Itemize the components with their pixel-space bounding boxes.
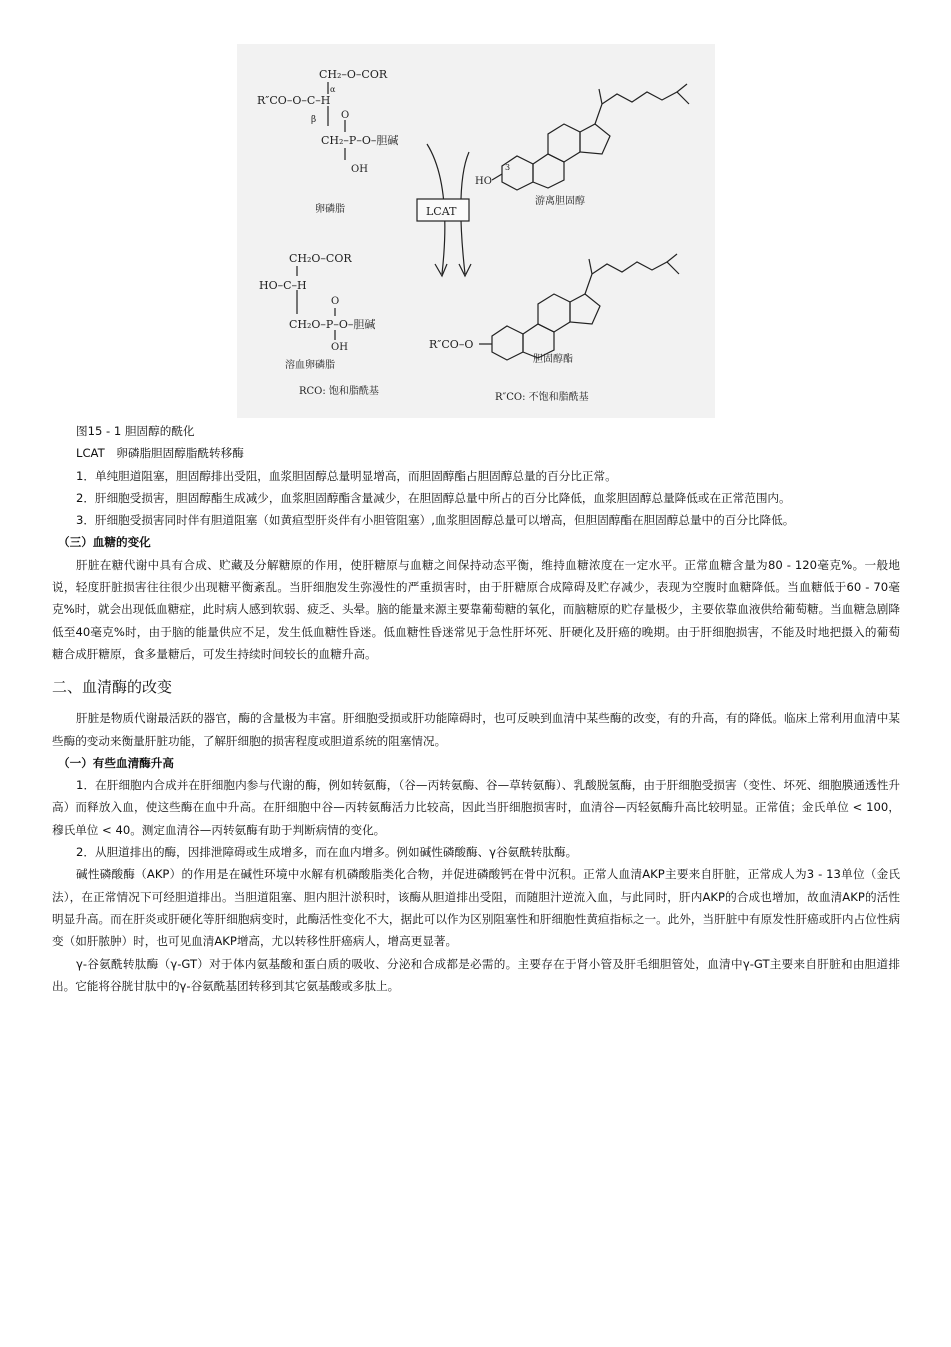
paragraph-2: 2．肝细胞受损害，胆固醇酯生成减少，血浆胆固醇酯含量减少，在胆固醇总量中所占的百分比降低，血浆胆固醇总量降低或在正常范围内。: [76, 490, 791, 505]
label-free-cholesterol: 游离胆固醇: [535, 196, 585, 207]
label-rco: RCO: 饱和脂酰基: [299, 386, 379, 397]
paragraph-enzyme-1: 1．在肝细胞内合成并在肝细胞内参与代谢的酶，例如转氨酶，（谷—丙转氨酶、谷—草转氨酶）、乳酸脱氢酶，由于肝细胞受损害（变性、坏死、细胞膜通透性升高）而释放入血，使这些酶在血中升高。在肝细胞中谷—丙转氨酶活力比较高，因此当肝细胞损害时，血清谷—丙轻氨酶升高比较明显。正常值；金氏单位 < 100，穆氏单位 < 40。测定血清谷—丙转氨酶有助于判断病情的变化。: [52, 778, 900, 837]
label-oh-top: OH: [351, 164, 368, 175]
label-beta: β: [311, 115, 317, 125]
label-o-top: O: [341, 110, 350, 121]
label-lcat: LCAT: [426, 205, 457, 218]
paragraph-blood-sugar: 肝脏在糖代谢中具有合成、贮藏及分解糖原的作用，使肝糖原与血糖之间保持动态平衡，维持血糖浓度在一定水平。正常血糖含量为80 - 120毫克%。一般地说，轻度肝脏损害往往很少出现糖平衡紊乱。当肝细胞发生弥漫性的严重损害时，由于肝糖原合成障碍及贮存减少，表现为空腹时血糖降低。当血糖低于60 - 70毫克%时，就会出现低血糖症，此时病人感到软弱、疲乏、头晕。脑的能量来源主要靠葡萄糖的氧化，而脑糖原的贮存量极少，主要依靠血液供给葡萄糖。当血糖急剧降低至40毫克%时，由于脑的能量供应不足，发生低血糖性昏迷。低血糖性昏迷常见于急性肝坏死、肝硬化及肝癌的晚期。由于肝细胞损害，不能及时地把摄入的葡萄糖合成肝糖原，食多量糖后，可发生持续时间较长的血糖升高。: [52, 557, 900, 661]
heading-blood-sugar: （三）血糖的变化: [58, 535, 151, 550]
figure-caption: 图15 - 1 胆固醇的酰化: [76, 424, 195, 438]
paragraph-1: 1．单纯胆道阻塞，胆固醇排出受阻，血浆胆固醇总量明显增高，而胆固醇酯占胆固醇总量的百分比正常。: [76, 468, 617, 483]
reaction-diagram: [237, 44, 715, 418]
label-bottom-ch2: CH₂O–COR: [289, 252, 352, 265]
document-body: [52, 420, 900, 997]
paragraph-ggt: γ-谷氨酰转肽酶（γ-GT）对于体内氨基酸和蛋白质的吸收、分泌和合成都是必需的。主要存在于肾小管及肝毛细胆管处，血清中γ-GT主要来自肝脏和由胆道排出。它能将谷胱甘肽中的γ-谷氨酰基团转移到其它氨基酸或多肽上。: [52, 956, 900, 993]
label-alpha: α: [330, 85, 336, 94]
paragraph-enzymes-intro: 肝脏是物质代谢最活跃的器官，酶的含量极为丰富。肝细胞受损或肝功能障碍时，也可反映到血清中某些酶的改变，有的升高，有的降低。临床上常利用血清中某些酶的变动来衡量肝脏功能，了解肝细胞的损害程度或胆道系统的阻塞情况。: [52, 711, 900, 748]
label-oh-bottom: OH: [331, 342, 348, 353]
label-phosphate: CH₂–P–O–胆碱: [321, 134, 399, 147]
label-r2co: R″CO: 不饱和脂酰基: [495, 392, 589, 403]
lcat-definition: LCAT 卵磷脂胆固醇脂酰转移酶: [76, 446, 244, 461]
label-three: 3: [505, 163, 511, 172]
label-ho-c-h: HO–C–H: [259, 279, 307, 292]
label-ho: HO: [475, 176, 492, 187]
label-cholesterol-ester: 胆固醇酯: [533, 354, 573, 365]
label-lecithin: 卵磷脂: [315, 204, 345, 215]
label-phosphate-2: CH₂O–P–O–胆碱: [289, 318, 376, 331]
label-left-ester: R″CO–O–C–H: [257, 94, 331, 107]
label-top-ch2: CH₂–O–COR: [319, 68, 388, 81]
paragraph-enzyme-2: 2．从胆道排出的酶，因排泄障碍或生成增多，而在血内增多。例如碱性磷酸酶、γ谷氨酰转肽酶。: [76, 845, 578, 860]
label-lysolecithin: 溶血卵磷脂: [285, 360, 335, 371]
heading-enzymes-increase: （一）有些血清酶升高: [58, 755, 174, 770]
paragraph-akp: 碱性磷酸酶（AKP）的作用是在碱性环境中水解有机磷酸脂类化合物，并促进磷酸钙在骨中沉积。正常人血清AKP主要来自肝脏，正常成人为3 - 13单位（金氏法），在正常情况下可经胆道排出。当胆道阻塞、胆内胆汁淤积时，该酶从胆道排出受阻，而随胆汁逆流入血，与此同时，肝内AKP的合成也增加，故血清AKP的活性明显升高。而在肝炎或肝硬化等肝细胞病变时，此酶活性变化不大，据此可以作为区别阻塞性和肝细胞性黄疸指标之一。此外，当肝脏中有原发性肝癌或肝内占位性病变（如肝脓肿）时，也可见血清AKP增高，尤以转移性肝癌病人，增高更显著。: [52, 867, 900, 949]
label-ester-left: R″CO–O: [429, 338, 474, 351]
cholesterol-esterification-figure: [237, 44, 715, 418]
label-o-bottom: O: [331, 296, 340, 307]
section-heading-serum-enzymes: 二、血清酶的改变: [52, 678, 173, 697]
paragraph-3: 3．肝细胞受损害同时伴有胆道阻塞（如黄疸型肝炎伴有小胆管阻塞）,血浆胆固醇总量可以增高，但胆固醇酯在胆固醇总量中的百分比降低。: [76, 513, 795, 528]
